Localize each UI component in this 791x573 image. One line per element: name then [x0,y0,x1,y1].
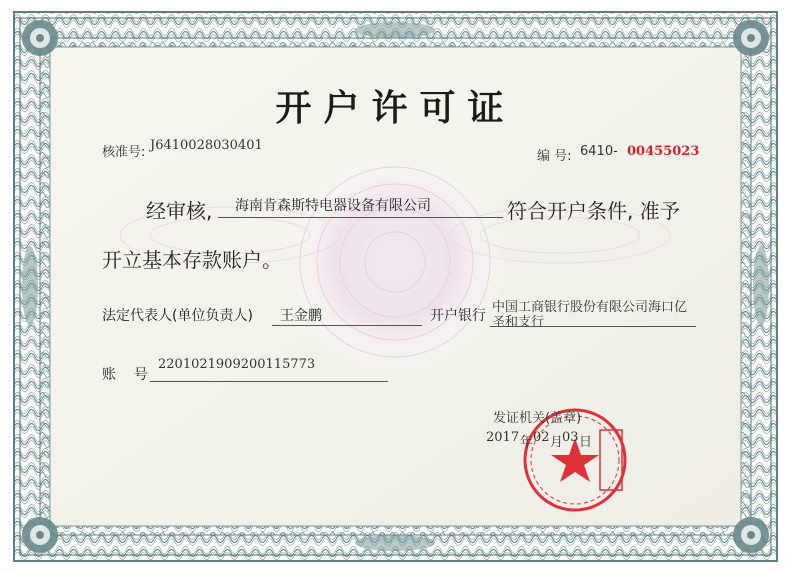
approval-label: 核准号: [102,145,146,160]
legal-rep-label: 法定代表人(单位负责人) [102,308,253,324]
legal-rep-name: 王金鹏 [280,308,322,324]
date-day-unit: 日 [579,435,593,450]
page-title: 开户许可证 [275,88,516,129]
date-month: 02 [533,430,550,445]
date-year-unit: 年 [520,435,534,450]
approval-number: J6410028030401 [150,138,263,153]
background-rosette [285,152,505,372]
review-suffix: 符合开户条件, 准予 [507,199,680,223]
serial-prefix: 6410- [580,144,618,159]
account-number: 2201021909200115773 [158,357,316,372]
date-day: 03 [562,430,579,445]
account-underline [150,381,388,382]
bank-name-line-1: 中国工商银行股份有限公司海口亿 [492,300,688,315]
company-name: 海南肯森斯特电器设备有限公司 [235,198,431,214]
account-label: 账 号 [102,367,148,383]
date-year: 2017 [486,430,520,445]
company-underline [218,217,503,218]
review-prefix: 经审核, [146,199,213,223]
bank-name-line-2: 圣和支行 [492,315,545,330]
legal-rep-underline [272,325,422,326]
bank-label: 开户银行 [430,308,486,324]
serial-label: 编 号: [537,149,572,164]
bank-underline [490,326,696,327]
issuer-label: 发证机关(盖章) [493,411,582,426]
serial-number: 00455023 [627,144,700,159]
review-line-2: 开立基本存款账户。 [102,248,282,272]
date-month-unit: 月 [550,435,564,450]
